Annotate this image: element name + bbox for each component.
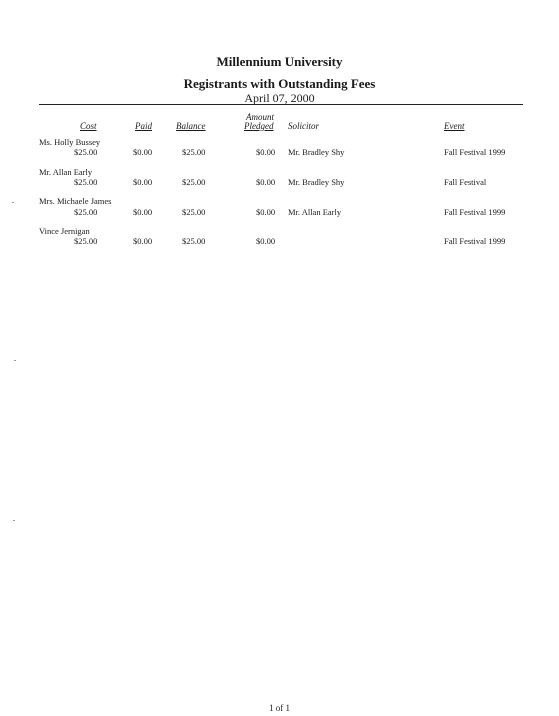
registrant-name: Mr. Allan Early xyxy=(39,167,93,177)
report-title: Registrants with Outstanding Fees xyxy=(183,76,376,91)
column-header-solicitor: Solicitor xyxy=(288,121,319,131)
solicitor-cell: Mr. Allan Early xyxy=(288,207,342,217)
report-date: April 07, 2000 xyxy=(244,91,315,105)
registrant-name: Mrs. Michaele James xyxy=(39,196,112,206)
scan-speck xyxy=(12,202,14,203)
page-number: 1 of 1 xyxy=(269,703,290,713)
column-header-pledged: Pledged xyxy=(244,121,274,131)
solicitor-cell: Mr. Bradley Shy xyxy=(288,147,345,157)
column-header-paid: Paid xyxy=(135,121,152,131)
pledged-cell: $0.00 xyxy=(256,177,276,187)
paid-cell: $0.00 xyxy=(133,236,153,246)
column-header-amount: Amount xyxy=(246,112,274,122)
column-header-cost: Cost xyxy=(80,121,97,131)
column-header-event: Event xyxy=(444,121,465,131)
balance-cell: $25.00 xyxy=(182,147,206,157)
cost-cell: $25.00 xyxy=(74,236,98,246)
event-cell: Fall Festival xyxy=(444,177,487,187)
header-divider xyxy=(39,104,523,105)
registrant-name: Ms. Holly Bussey xyxy=(39,137,101,147)
event-cell: Fall Festival 1999 xyxy=(444,147,506,157)
pledged-cell: $0.00 xyxy=(256,207,276,217)
balance-cell: $25.00 xyxy=(182,236,206,246)
scan-speck xyxy=(14,360,16,361)
balance-cell: $25.00 xyxy=(182,207,206,217)
event-cell: Fall Festival 1999 xyxy=(444,207,506,217)
pledged-cell: $0.00 xyxy=(256,236,276,246)
scan-speck xyxy=(13,520,15,521)
event-cell: Fall Festival 1999 xyxy=(444,236,506,246)
balance-cell: $25.00 xyxy=(182,177,206,187)
cost-cell: $25.00 xyxy=(74,177,98,187)
cost-cell: $25.00 xyxy=(74,207,98,217)
cost-cell: $25.00 xyxy=(74,147,98,157)
organization-name: Millennium University xyxy=(216,54,343,69)
column-header-balance: Balance xyxy=(176,121,206,131)
paid-cell: $0.00 xyxy=(133,177,153,187)
solicitor-cell: Mr. Bradley Shy xyxy=(288,177,345,187)
pledged-cell: $0.00 xyxy=(256,147,276,157)
paid-cell: $0.00 xyxy=(133,147,153,157)
paid-cell: $0.00 xyxy=(133,207,153,217)
registrant-name: Vince Jernigan xyxy=(39,226,90,236)
